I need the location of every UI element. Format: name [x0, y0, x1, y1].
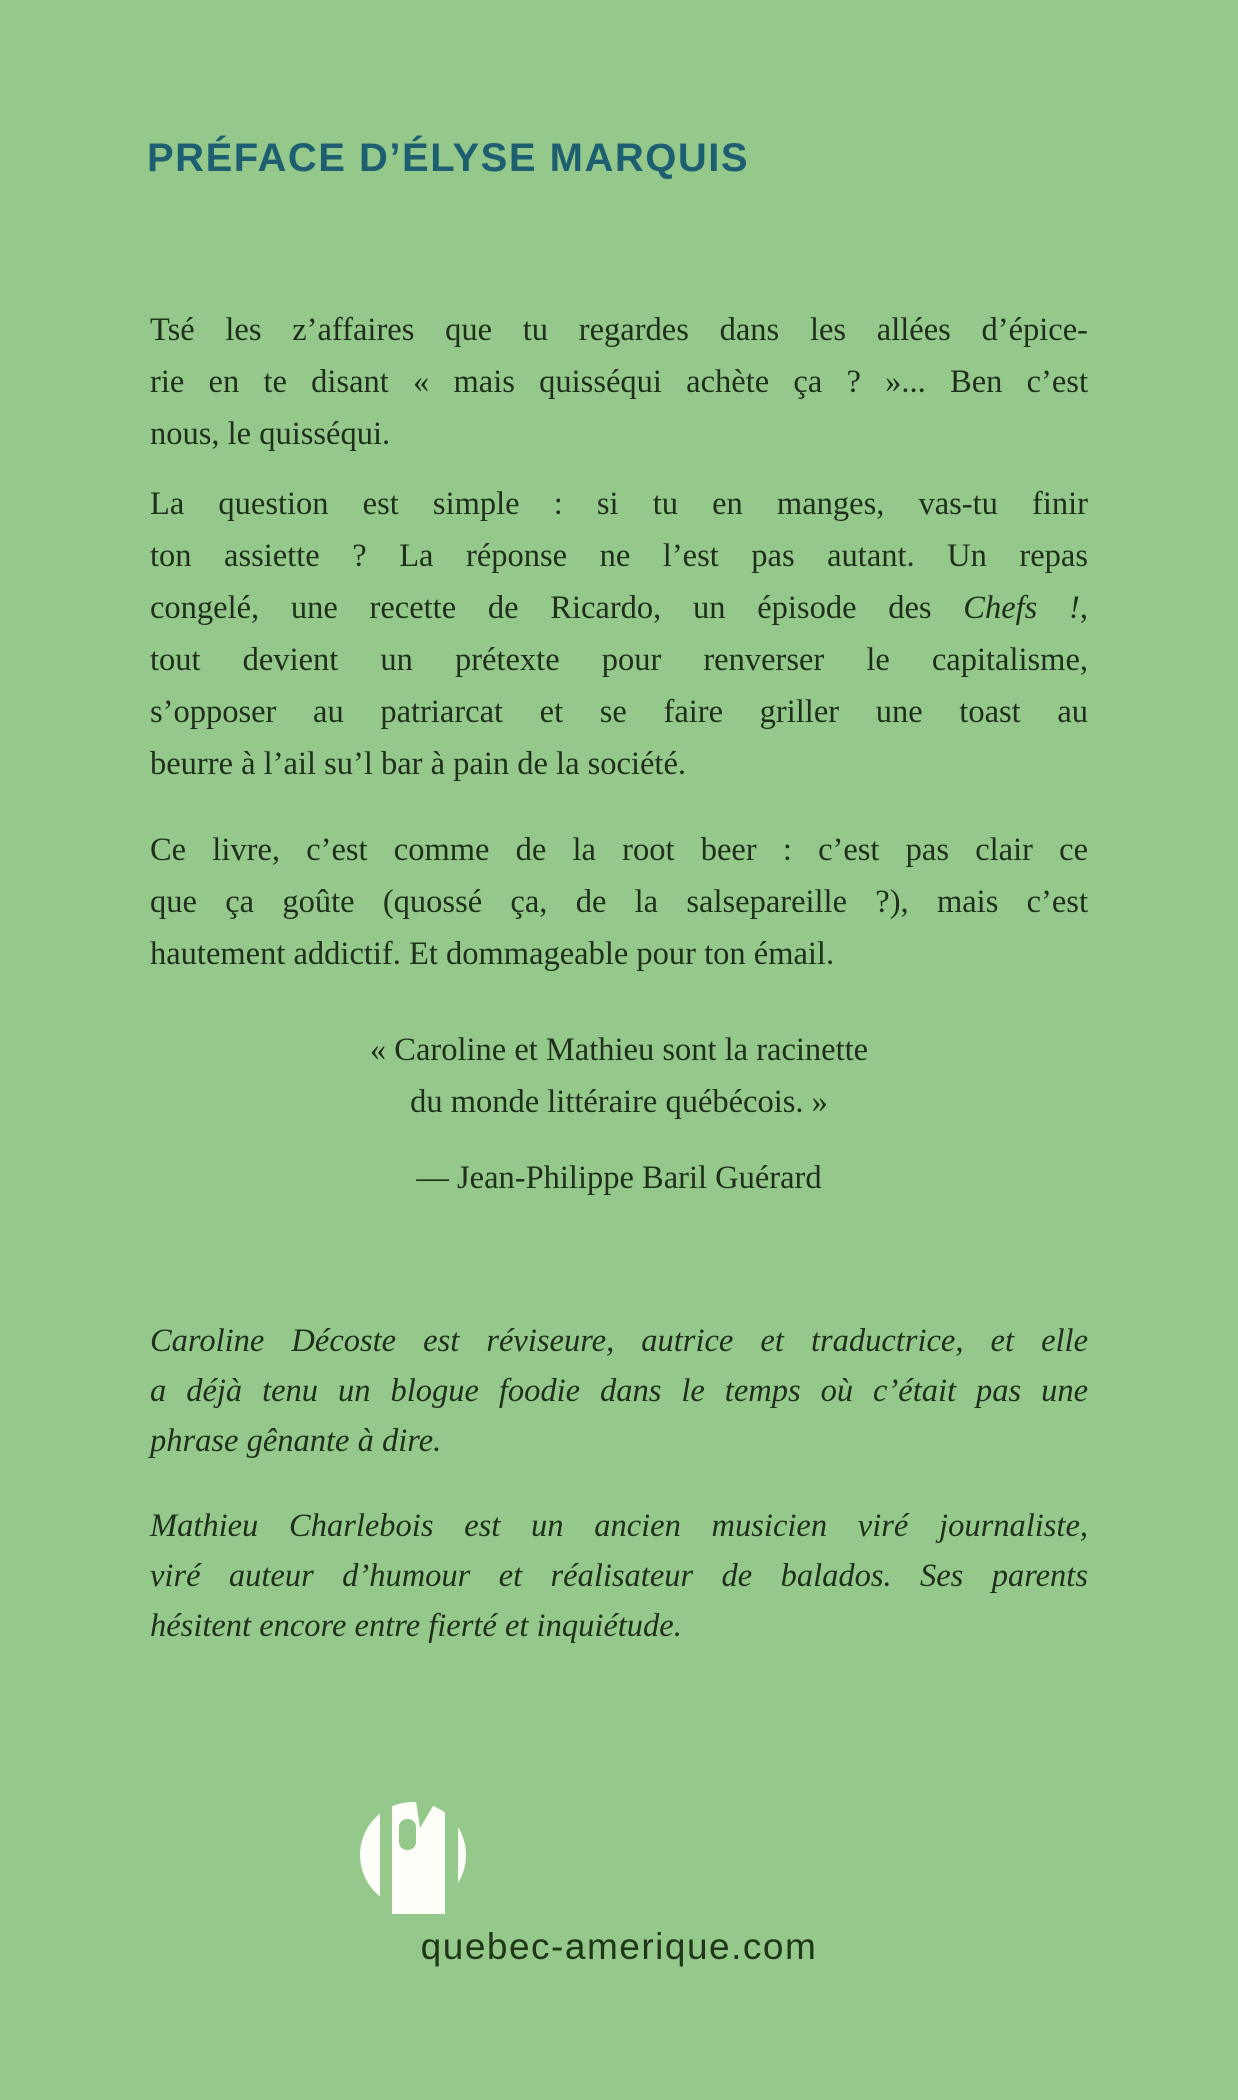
paragraph-line: Tsé les z’affaires que tu regardes dans les allées d’épice-	[150, 312, 1088, 348]
bio-line: a déjà tenu un blogue foodie dans le temps où c’était pas une	[150, 1373, 1088, 1409]
paragraph-line: rie en te disant « mais quisséqui achète ça ? »... Ben c’est	[150, 364, 1088, 400]
line-segment: congelé, une recette de Ricardo, un épisode des	[150, 590, 964, 626]
quote-line: du monde littéraire québécois. »	[410, 1084, 828, 1120]
publisher-url: quebec-amerique.com	[420, 1926, 818, 1967]
preface-title: PRÉFACE D’ÉLYSE MARQUIS	[147, 136, 750, 180]
paragraph-line: tout devient un prétexte pour renverser le capitalisme,	[150, 642, 1088, 678]
preface-paragraph-3	[150, 824, 1088, 980]
endorsement-quote	[0, 1024, 1238, 1128]
line-segment: ,	[1079, 590, 1089, 626]
quote-line: « Caroline et Mathieu sont la racinette	[369, 1032, 869, 1068]
preface-paragraph-1	[150, 304, 1088, 460]
bio-line: phrase gênante à dire.	[150, 1423, 442, 1459]
bio-line: hésitent encore entre fierté et inquiétude.	[150, 1608, 682, 1644]
author-bio-caroline	[150, 1316, 1088, 1466]
paragraph-line: ton assiette ? La réponse ne l’est pas autant. Un repas	[150, 538, 1088, 574]
paragraph-line: beurre à l’ail su’l bar à pain de la société.	[150, 746, 686, 782]
quebec-amerique-logo-icon	[358, 1801, 468, 1922]
paragraph-line: Ce livre, c’est comme de la root beer : c’est pas clair ce	[150, 832, 1088, 868]
bio-line: Mathieu Charlebois est un ancien musicien viré journaliste,	[150, 1508, 1088, 1544]
paragraph-line: que ça goûte (quossé ça, de la salsepareille ?), mais c’est	[150, 884, 1088, 920]
paragraph-line: s’opposer au patriarcat et se faire griller une toast au	[150, 694, 1088, 730]
paragraph-line	[150, 582, 1088, 634]
bio-line: viré auteur d’humour et réalisateur de balados. Ses parents	[150, 1558, 1088, 1594]
preface-paragraph-2	[150, 478, 1088, 790]
author-bio-mathieu	[150, 1501, 1088, 1651]
quote-attribution-block	[0, 1152, 1238, 1204]
paragraph-line: nous, le quisséqui.	[150, 416, 391, 452]
book-title-chefs: Chefs !	[963, 590, 1080, 626]
quote-attribution: — Jean-Philippe Baril Guérard	[416, 1160, 822, 1196]
paragraph-line: hautement addictif. Et dommageable pour ton émail.	[150, 936, 835, 972]
paragraph-line: La question est simple : si tu en manges, vas-tu finir	[150, 486, 1088, 522]
bio-line: Caroline Décoste est réviseure, autrice et traductrice, et elle	[150, 1323, 1088, 1359]
